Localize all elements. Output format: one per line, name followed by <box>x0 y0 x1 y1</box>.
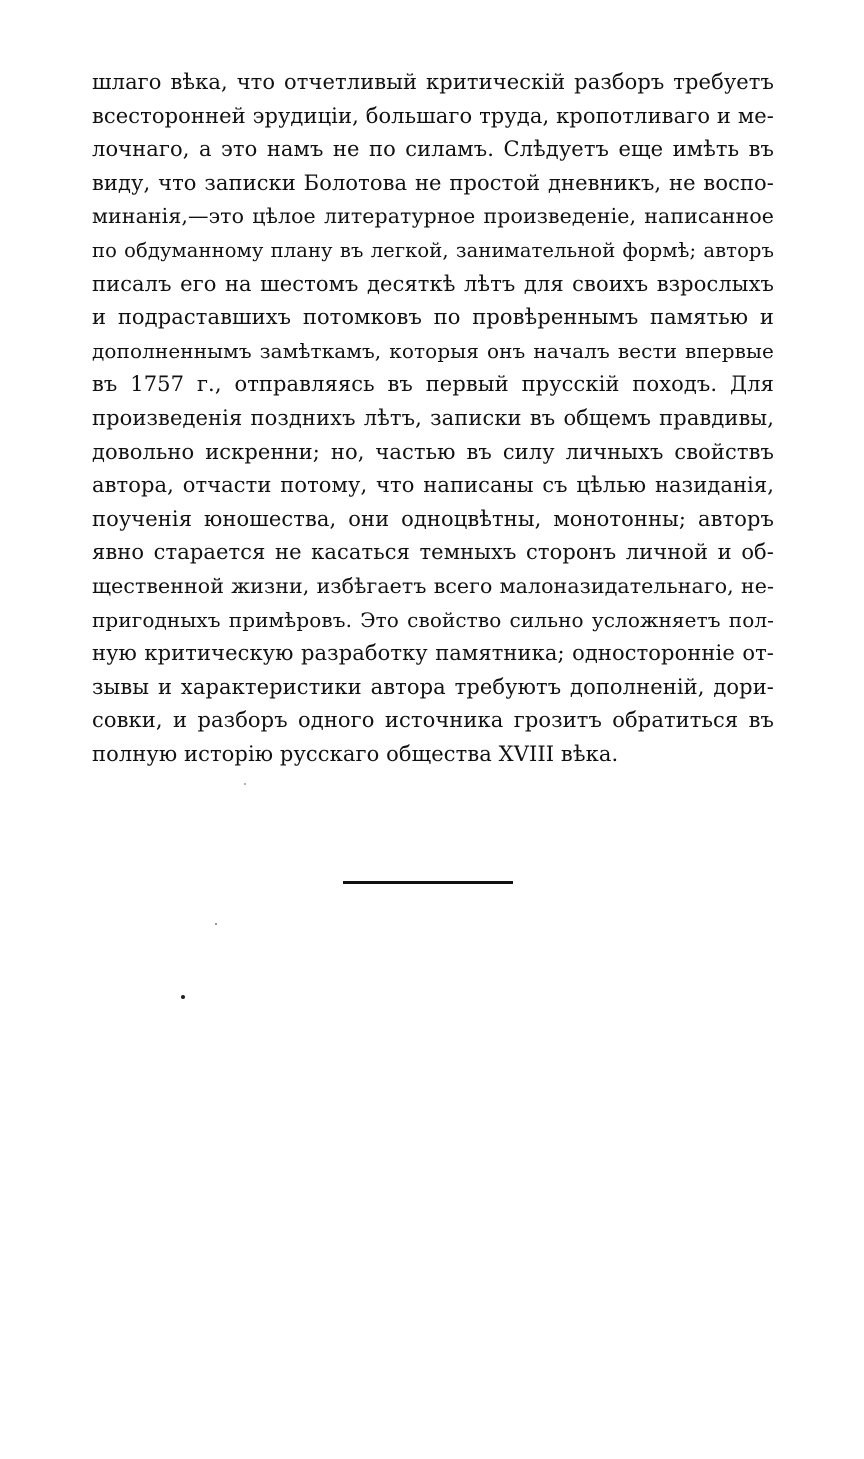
text-line: лочнаго, а это намъ не по силамъ. Слѣдуетъ еще имѣть въ <box>92 137 774 162</box>
ink-speck <box>215 923 217 925</box>
section-divider-rule <box>343 881 513 884</box>
text-line-last: полную исторію русскаго общества XVIII вѣка. <box>92 741 619 766</box>
text-line: пригодныхъ примѣровъ. Это свойство сильно усложняетъ пол- <box>92 607 774 632</box>
text-line: дополненнымъ замѣткамъ, которыя онъ началъ вести впервые <box>92 338 774 363</box>
text-line: по обдуманному плану въ легкой, занимательной формѣ; авторъ <box>92 238 774 262</box>
ink-speck <box>244 783 246 785</box>
text-line: минанія,—это цѣлое литературное произведеніе, написанное <box>92 204 774 229</box>
ink-speck <box>181 995 185 999</box>
text-line: щественной жизни, избѣгаетъ всего малоназидательнаго, не- <box>92 573 774 598</box>
body-paragraph <box>92 66 774 771</box>
text-line: всесторонней эрудиціи, большаго труда, кропотливаго и ме- <box>92 103 774 128</box>
text-line: произведенія позднихъ лѣтъ, записки въ общемъ правдивы, <box>92 405 774 430</box>
text-line: шлаго вѣка, что отчетливый критическій разборъ требуетъ <box>92 70 774 94</box>
text-line: ную критическую разработку памятника; односторонніе от- <box>92 641 774 666</box>
text-line: и подраставшихъ потомковъ по провѣреннымъ памятью и <box>92 305 774 330</box>
text-line: писалъ его на шестомъ десяткѣ лѣтъ для своихъ взрослыхъ <box>92 271 774 296</box>
text-line: довольно искренни; но, частью въ силу личныхъ свойствъ <box>92 439 774 464</box>
text-line: совки, и разборъ одного источника грозитъ обратиться въ <box>92 708 774 733</box>
text-line: поученія юношества, они одноцвѣтны, монотонны; авторъ <box>92 506 774 531</box>
text-line: явно старается не касаться темныхъ сторонъ личной и об- <box>92 540 774 565</box>
text-line: автора, отчасти потому, что написаны съ цѣлью назиданія, <box>92 473 774 498</box>
text-line: зывы и характеристики автора требуютъ дополненій, дори- <box>92 674 774 699</box>
text-line: виду, что записки Болотова не простой дневникъ, не воспо- <box>92 170 774 195</box>
text-line: въ 1757 г., отправляясь въ первый прусскій походъ. Для <box>92 372 774 397</box>
